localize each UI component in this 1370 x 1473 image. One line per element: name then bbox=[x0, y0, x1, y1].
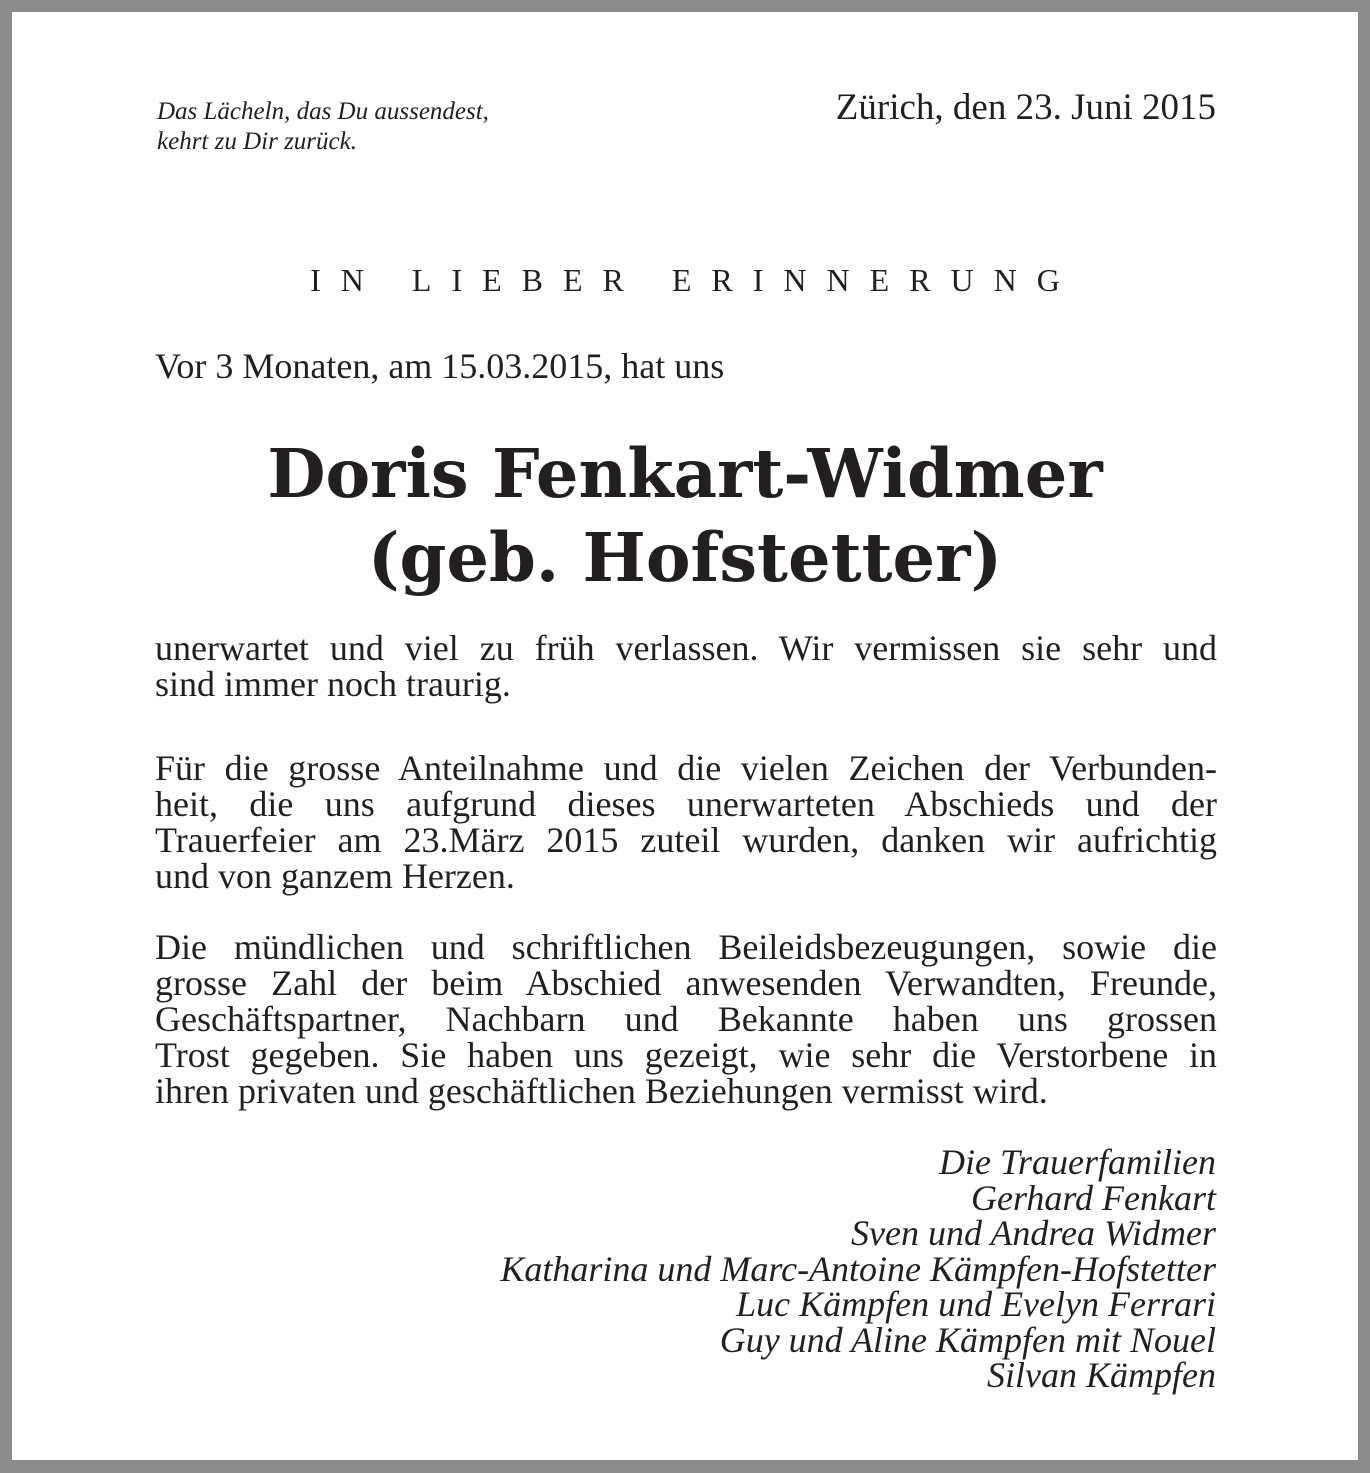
motto-line: kehrt zu Dir zurück. bbox=[157, 128, 357, 155]
signature-line: Gerhard Fenkart bbox=[971, 1177, 1216, 1218]
paragraph-thanks bbox=[155, 750, 1217, 894]
mourning-families bbox=[500, 1142, 1216, 1395]
deceased-name bbox=[12, 432, 1358, 600]
intro-line: Vor 3 Monaten, am 15.03.2015, hat uns bbox=[155, 346, 725, 386]
signature-line: Die Trauerfamilien bbox=[939, 1142, 1216, 1182]
obituary-page bbox=[12, 12, 1358, 1460]
paragraph-line: grosse Zahl der beim Abschied anwesenden Verwandten, Freunde, bbox=[155, 963, 1217, 1003]
paragraph-loss bbox=[155, 630, 1217, 702]
paragraph-line: Trauerfeier am 23.März 2015 zuteil wurden, danken wir aufrichtig bbox=[155, 820, 1217, 860]
signature-line: Silvan Kämpfen bbox=[987, 1355, 1216, 1395]
paragraph-line: Trost gegeben. Sie haben uns gezeigt, wie sehr die Verstorbene in bbox=[155, 1035, 1217, 1075]
deceased-full-name: Doris Fenkart-Widmer bbox=[267, 434, 1103, 513]
paragraph-line: Für die grosse Anteilnahme und die vielen Zeichen der Verbunden- bbox=[155, 748, 1217, 788]
memorial-heading: IN LIEBER ERINNERUNG bbox=[310, 262, 1080, 298]
motto-quote bbox=[157, 97, 489, 157]
signature-line: Luc Kämpfen und Evelyn Ferrari bbox=[736, 1284, 1216, 1324]
place-and-date: Zürich, den 23. Juni 2015 bbox=[835, 87, 1216, 128]
paragraph-line: ihren privaten und geschäftlichen Beziehungen vermisst wird. bbox=[155, 1071, 1048, 1111]
paragraph-line: sind immer noch traurig. bbox=[155, 664, 511, 704]
paragraph-line: heit, die uns aufgrund dieses unerwarteten Abschieds und der bbox=[155, 784, 1217, 824]
signature-line: Sven und Andrea Widmer bbox=[851, 1213, 1216, 1253]
paragraph-line: und von ganzem Herzen. bbox=[155, 856, 515, 896]
paragraph-condolences bbox=[155, 929, 1217, 1109]
motto-line: Das Lächeln, das Du aussendest, bbox=[157, 98, 489, 125]
paragraph-line: unerwartet und viel zu früh verlassen. Wir vermissen sie sehr und bbox=[155, 628, 1217, 668]
signature-line: Katharina und Marc-Antoine Kämpfen-Hofstetter bbox=[500, 1248, 1216, 1289]
paragraph-line: Die mündlichen und schriftlichen Beileidsbezeugungen, sowie die bbox=[155, 927, 1217, 967]
signature-line: Guy und Aline Kämpfen mit Nouel bbox=[719, 1319, 1216, 1360]
paragraph-line: Geschäftspartner, Nachbarn und Bekannte haben uns grossen bbox=[155, 999, 1217, 1039]
deceased-maiden-name: (geb. Hofstetter) bbox=[367, 518, 1003, 597]
